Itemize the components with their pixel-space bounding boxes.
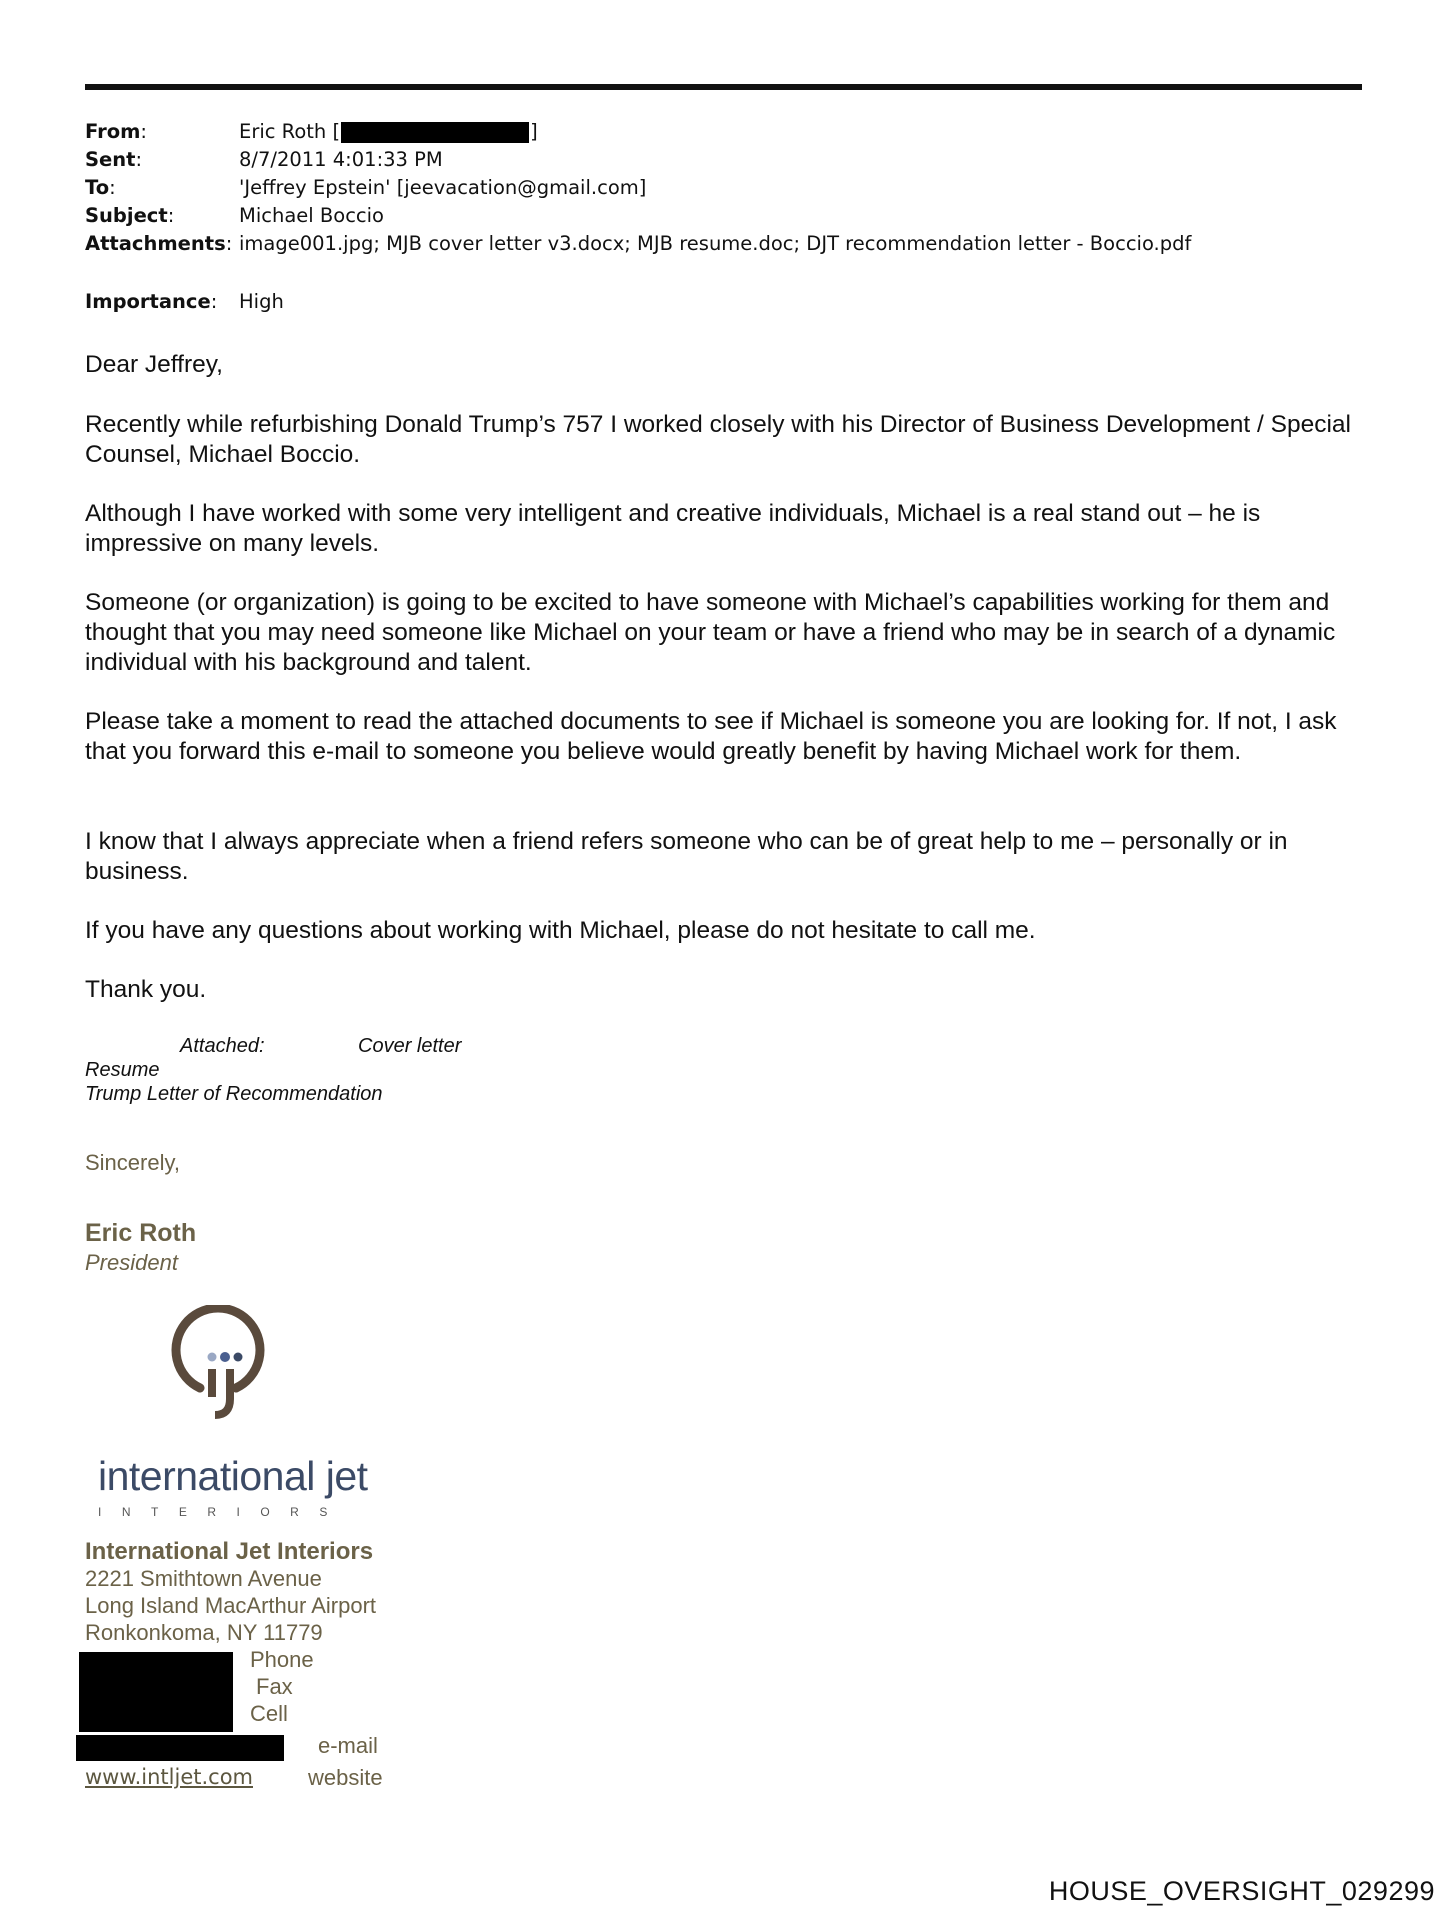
greeting: Dear Jeffrey, (85, 351, 223, 378)
company-name: International Jet Interiors (85, 1538, 374, 1565)
from-label: From: (85, 120, 147, 143)
logo-wordmark: international jet (98, 1453, 368, 1499)
signature-title: President (85, 1250, 178, 1275)
body-paragraph-1: Recently while refurbishing Donald Trump’s 757 I worked closely with his Director of Business Development / Special Counsel, Michael Boccio. (85, 411, 1351, 468)
subject-value: Michael Boccio (239, 204, 384, 227)
subject-row (85, 203, 384, 229)
logo-subtitle: INTERIORS (98, 1505, 348, 1519)
website-label: website (308, 1765, 383, 1790)
body-paragraph-2: Although I have worked with some very intelligent and creative individuals, Michael is a real stand out – he is impressive on many levels. (85, 500, 1261, 557)
body-paragraph-6: If you have any questions about working with Michael, please do not hesitate to call me. (85, 917, 1036, 944)
website-link[interactable]: www.intljet.com (85, 1765, 253, 1789)
importance-value: High (239, 290, 284, 313)
phone-label: Phone (250, 1647, 314, 1672)
attached-recommendation: Trump Letter of Recommendation (85, 1083, 383, 1105)
importance-label: Importance: (85, 290, 218, 313)
cell-label: Cell (250, 1701, 288, 1726)
to-row (85, 175, 646, 201)
body-paragraph-4: Please take a moment to read the attached documents to see if Michael is someone you are looking for. If not, I ask that you forward this e-mail to someone you believe would greatly benefit by having Michael work for them. (85, 708, 1337, 765)
email-label: e-mail (318, 1733, 378, 1758)
attached-resume: Resume (85, 1059, 160, 1081)
header-rule (85, 84, 1362, 90)
attached-cover-letter: Cover letter (358, 1035, 462, 1057)
redaction-box (76, 1735, 284, 1761)
to-value: 'Jeffrey Epstein' [jeevacation@gmail.com] (239, 176, 647, 199)
company-address-2: Long Island MacArthur Airport (85, 1593, 377, 1618)
attachments-row (85, 231, 1191, 257)
from-row (85, 119, 538, 145)
sent-label: Sent: (85, 148, 143, 171)
body-paragraph-3: Someone (or organization) is going to be excited to have someone with Michael’s capabilities working for them and thought that you may need someone like Michael on your team or have a friend who may be in search of a dynamic individual with his background and talent. (85, 589, 1336, 676)
bates-number: HOUSE_OVERSIGHT_029299 (1048, 1876, 1435, 1906)
closing: Sincerely, (85, 1150, 180, 1175)
company-address-3: Ronkonkoma, NY 11779 (85, 1620, 323, 1645)
fax-label: Fax (256, 1674, 293, 1699)
sent-row (85, 147, 443, 173)
from-value: Eric Roth [ ] (239, 120, 538, 143)
body-paragraph-5: I know that I always appreciate when a friend refers someone who can be of great help to me – personally or in business. (85, 828, 1288, 885)
attachments-label: Attachments: (85, 232, 233, 255)
redaction-box (341, 122, 529, 143)
sent-value: 8/7/2011 4:01:33 PM (239, 148, 443, 171)
redaction-box (79, 1652, 233, 1732)
subject-label: Subject: (85, 204, 175, 227)
importance-row (85, 289, 284, 315)
attached-label: Attached: (180, 1035, 265, 1057)
to-label: To: (85, 176, 116, 199)
company-logo (85, 1305, 373, 1523)
company-address-1: 2221 Smithtown Avenue (85, 1566, 322, 1591)
attachments-value: image001.jpg; MJB cover letter v3.docx; MJB resume.doc; DJT recommendation letter - Boccio.pdf (239, 232, 1192, 255)
thanks: Thank you. (85, 976, 207, 1003)
signature-name: Eric Roth (85, 1219, 197, 1247)
